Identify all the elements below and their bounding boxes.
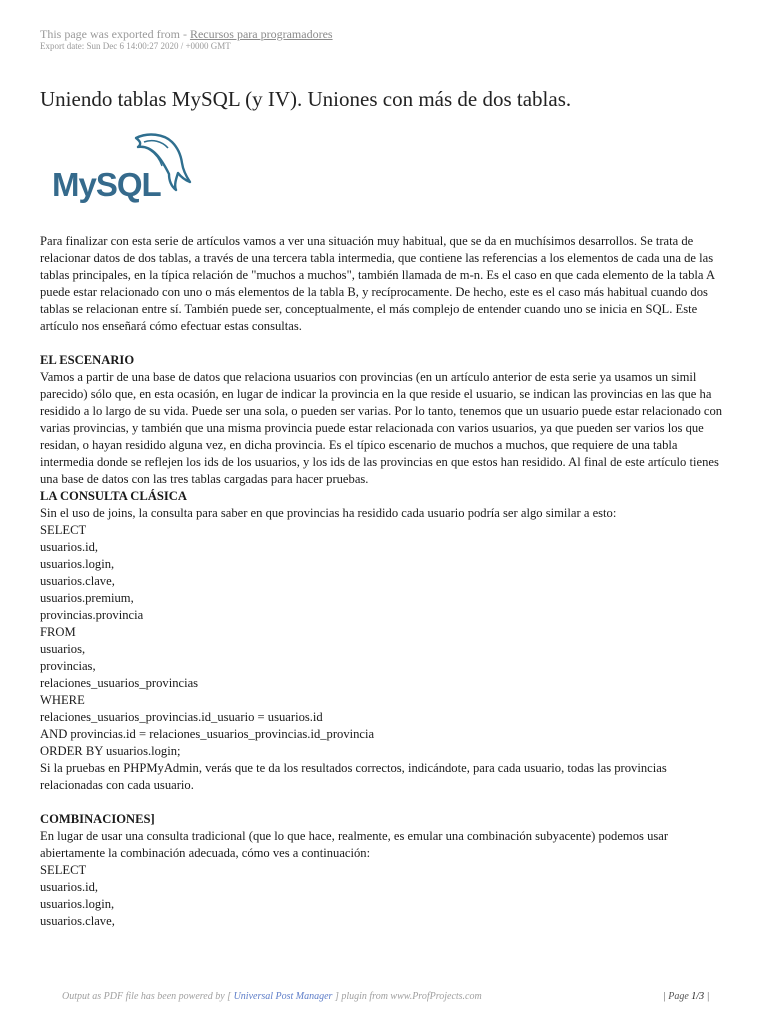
- dolphin-icon: [52, 130, 194, 205]
- code-line: usuarios.premium,: [40, 591, 134, 605]
- code-line: FROM: [40, 625, 76, 639]
- code-line: relaciones_usuarios_provincias.id_usuario = usuarios.id: [40, 710, 323, 724]
- code-line: usuarios.login,: [40, 557, 115, 571]
- section-outro-consulta-clasica: Si la pruebas en PHPMyAdmin, verás que te da los resultados correctos, indicándote, para cada usuario, todas las provincias relacionadas con cada usuario.: [40, 761, 667, 792]
- section-text-escenario: Vamos a partir de una base de datos que relaciona usuarios con provincias (en un artículo anterior de esta serie ya usamos un simil parecido) sólo que, en esta ocasión, en lugar de indicar la provincia en la que reside el usuario, se indican las provincias en las que ha residido a lo largo de su vida. Puede ser una sola, o pueden ser varias. Por lo tanto, tenemos que un usuario puede estar relacionado con varias provincias, y también que una misma provincia puede estar relacionada con varios usuarios, ya que pueden ser varios los que residan, o hayan residido alguna vez, en dicha provincia. Es el típico escenario de muchos a muchos, que requiere de una tabla intermedia donde se reflejen los ids de los usuarios, y los ids de las provincias en que estos han residido. Al final de este artículo tienes una base de datos con las tres tablas cargadas para hacer pruebas.: [40, 370, 723, 486]
- code-line: provincias.provincia: [40, 608, 144, 622]
- page-footer: [0, 991, 768, 1007]
- section-heading-consulta-clasica: LA CONSULTA CLÁSICA: [40, 489, 187, 503]
- article-body: [40, 233, 728, 930]
- credit-suffix: ] plugin from www.ProfProjects.com: [332, 991, 482, 1002]
- code-line: provincias,: [40, 659, 96, 673]
- page-indicator: [663, 991, 709, 1002]
- footer-credit: [62, 991, 482, 1002]
- section-intro-consulta-clasica: Sin el uso de joins, la consulta para saber en que provincias ha residido cada usuario podría ser algo similar a esto:: [40, 506, 617, 520]
- sql-query-classic: [40, 522, 728, 760]
- section-heading-combinaciones: COMBINACIONES]: [40, 812, 155, 826]
- credit-prefix: Output as PDF file has been powered by [: [62, 991, 234, 1002]
- code-line: AND provincias.id = relaciones_usuarios_provincias.id_provincia: [40, 727, 375, 741]
- code-line: SELECT: [40, 523, 87, 537]
- code-line: usuarios.id,: [40, 880, 99, 894]
- export-source-line: [40, 27, 740, 41]
- section-intro-combinaciones: En lugar de usar una consulta tradicional (que lo que hace, realmente, es emular una combinación subyacente) podemos usar abiertamente la combinación adecuada, cómo ves a continuación:: [40, 829, 669, 860]
- export-date: Export date: Sun Dec 6 14:00:27 2020 / +0000 GMT: [40, 41, 231, 51]
- code-line: WHERE: [40, 693, 85, 707]
- logo-text: MySQL: [52, 166, 161, 203]
- code-line: SELECT: [40, 863, 87, 877]
- export-header: [40, 27, 740, 51]
- code-line: usuarios,: [40, 642, 86, 656]
- code-line: usuarios.clave,: [40, 914, 115, 928]
- code-line: relaciones_usuarios_provincias: [40, 676, 199, 690]
- code-line: usuarios.login,: [40, 897, 115, 911]
- code-line: ORDER BY usuarios.login;: [40, 744, 181, 758]
- article-title: Uniendo tablas MySQL (y IV). Uniones con más de dos tablas.: [40, 87, 572, 111]
- sql-query-join: [40, 862, 728, 930]
- credit-link[interactable]: Universal Post Manager: [233, 991, 333, 1002]
- site-link[interactable]: Recursos para programadores: [189, 27, 333, 41]
- page-label: | Page: [663, 991, 692, 1002]
- mysql-logo: [52, 130, 194, 205]
- page-number: 1/3: [691, 991, 705, 1002]
- export-prefix: This page was exported from -: [40, 27, 190, 41]
- code-line: usuarios.clave,: [40, 574, 115, 588]
- intro-paragraph: Para finalizar con esta serie de artículos vamos a ver una situación muy habitual, que se da en muchísimos desarrollos. Se trata de relacionar datos de dos tablas, a través de una tercera tabla intermedia, que contiene las referencias a los elementos de cada una de las tablas principales, en la típica relación de "muchos a muchos", también llamada de m-n. Es el caso en que cada elemento de la tabla A puede estar relacionado con uno o más elementos de la tabla B, y recíprocamente. De hecho, este es el caso más habitual cuando dos tablas se relacionan entre sí. También puede ser, conceptualmente, el más complejo de entender cuando uno se inicia en SQL. Este artículo nos enseñará cómo efectuar estas consultas.: [40, 234, 715, 333]
- code-line: usuarios.id,: [40, 540, 99, 554]
- page-end: |: [704, 991, 710, 1002]
- section-heading-escenario: EL ESCENARIO: [40, 353, 135, 367]
